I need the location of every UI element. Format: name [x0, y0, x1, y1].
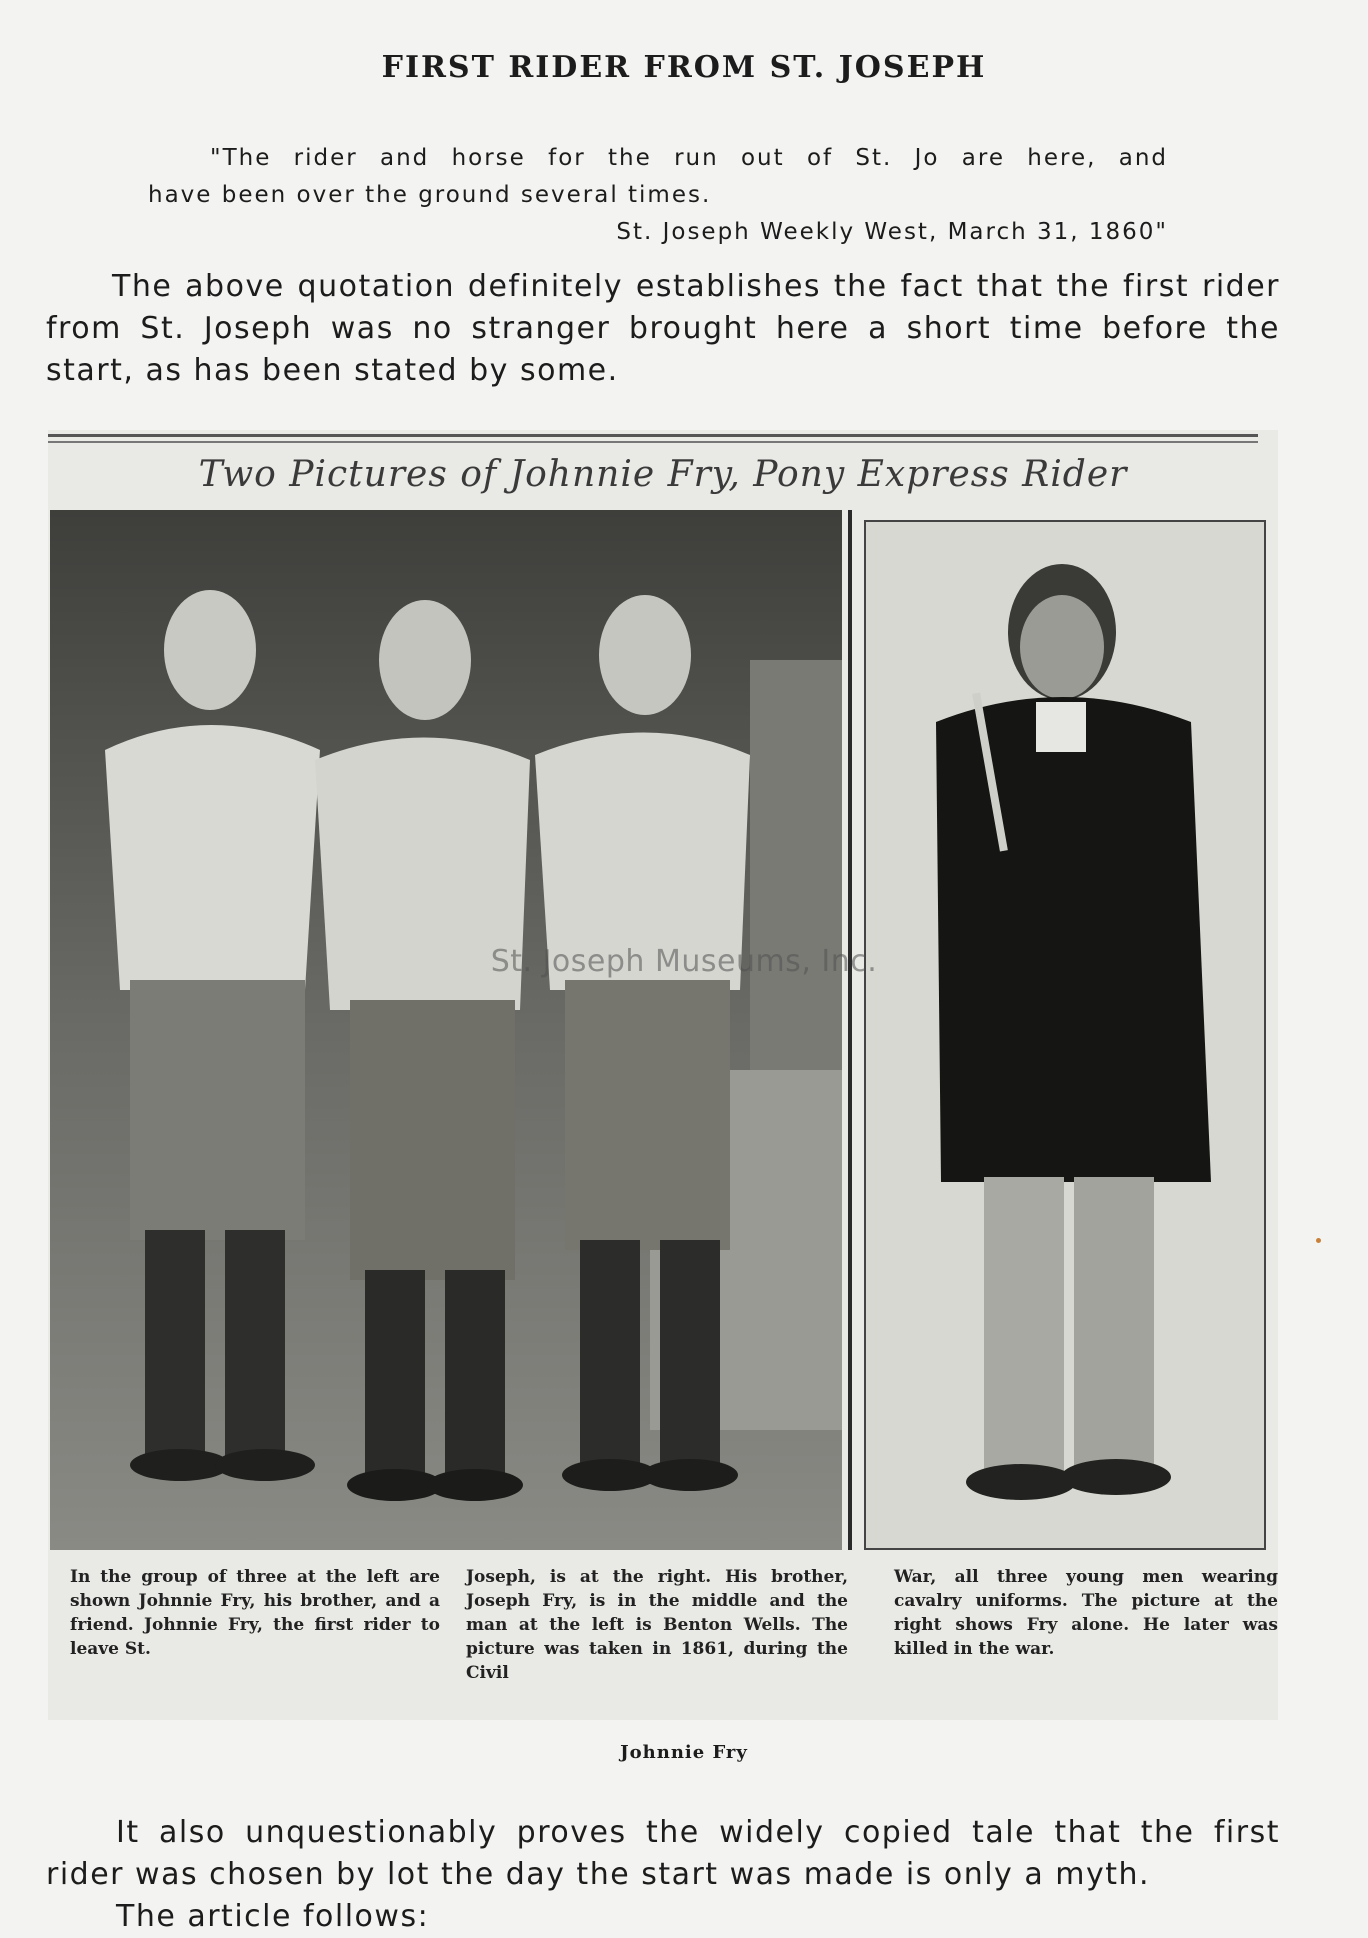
stray-mark — [1316, 1238, 1321, 1243]
closing-paragraph-text: It also unquestionably proves the widely copied tale that the first rider was chosen by lot the day the start was made is only a myth. — [46, 1815, 1280, 1892]
page-title: FIRST RIDER FROM ST. JOSEPH — [381, 50, 987, 85]
intro-paragraph: The above quotation definitely establishes the fact that the first rider from St. Joseph was no stranger brought here a short time before the start, as has been stated by some. — [46, 269, 1280, 388]
group-photo — [50, 510, 842, 1550]
quote-source: St. Joseph Weekly West, March 31, 1860" — [616, 219, 1168, 245]
clipping-rule-top — [48, 434, 1258, 437]
photo-caption: Johnnie Fry — [620, 1742, 748, 1763]
clipping-headline: Two Pictures of Johnnie Fry, Pony Express Rider — [198, 454, 1128, 495]
quote-line-1: "The rider and horse for the run out of St. Jo are here, and — [210, 145, 1168, 171]
epigraph-quote — [148, 140, 1168, 251]
photo-divider — [848, 510, 852, 1550]
quote-line-2: have been over the ground several times. — [148, 182, 712, 208]
clipping-caption-col-2: Joseph, is at the right. His brother, Joseph Fry, is in the middle and the man at the left is Benton Wells. The picture was taken in 1861, during the Civil — [466, 1567, 848, 1683]
closing-paragraph — [46, 1812, 1280, 1934]
portrait-photo — [864, 520, 1266, 1550]
clipping-caption-col-3: War, all three young men wearing cavalry uniforms. The picture at the right shows Fry alone. He later was killed in the war. — [894, 1567, 1278, 1659]
closing-paragraph-cut-line: The article follows: — [116, 1899, 430, 1934]
clipping-caption-col-1: In the group of three at the left are shown Johnnie Fry, his brother, and a friend. Johnnie Fry, the first rider to leave St. — [70, 1567, 440, 1659]
museum-watermark: St. Joseph Museums, Inc. — [490, 944, 878, 979]
clipping-rule-second — [48, 441, 1258, 443]
newspaper-clipping — [48, 430, 1278, 1720]
portrait-photo-image — [866, 522, 1264, 1548]
group-photo-image — [50, 510, 842, 1550]
